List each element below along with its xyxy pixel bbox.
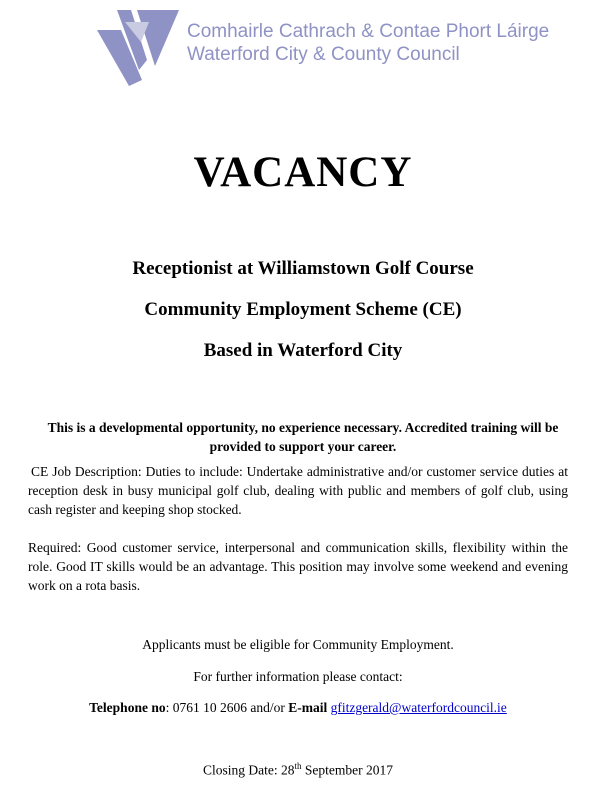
job-description: CE Job Description: Duties to include: Undertake administrative and/or customer service duties at reception desk in busy municipal golf club, dealing with public and members of golf club, using cash register and keeping shop stocked.: [28, 464, 568, 517]
telephone-value: : 0761 10 2606 and/or: [165, 700, 289, 715]
header: [95, 8, 575, 88]
position-title: Receptionist at Williamstown Golf Course: [132, 258, 474, 279]
eligibility-text: Applicants must be eligible for Community Employment.: [142, 637, 454, 652]
email-link[interactable]: gfitzgerald@waterfordcouncil.ie: [330, 700, 507, 715]
location: Based in Waterford City: [203, 340, 403, 361]
page-title: VACANCY: [193, 149, 413, 196]
closing-date-suffix: th: [294, 761, 302, 771]
contact-line: [0, 700, 596, 716]
council-name-english: Waterford City & County Council: [187, 44, 460, 65]
council-name-irish: Comhairle Cathrach & Contae Phort Láirge: [187, 21, 550, 42]
closing-date-label: Closing Date: 28: [203, 762, 295, 778]
waterford-council-logo-icon: [95, 8, 181, 86]
further-info-text: For further information please contact:: [193, 669, 403, 684]
scheme-name: Community Employment Scheme (CE): [144, 299, 462, 320]
council-name: [187, 20, 549, 66]
closing-date: [0, 761, 596, 779]
email-label: E-mail: [288, 700, 328, 715]
intro-text: This is a developmental opportunity, no experience necessary. Accredited training will be provided to support your career.: [47, 420, 559, 454]
telephone-label: Telephone no: [89, 700, 166, 715]
requirements: Required: Good customer service, interpersonal and communication skills, flexibility within the role. Good IT skills would be an advantage. This position may involve some weekend and evening work on a rota basis.: [28, 540, 568, 593]
closing-date-rest: September 2017: [301, 762, 393, 778]
